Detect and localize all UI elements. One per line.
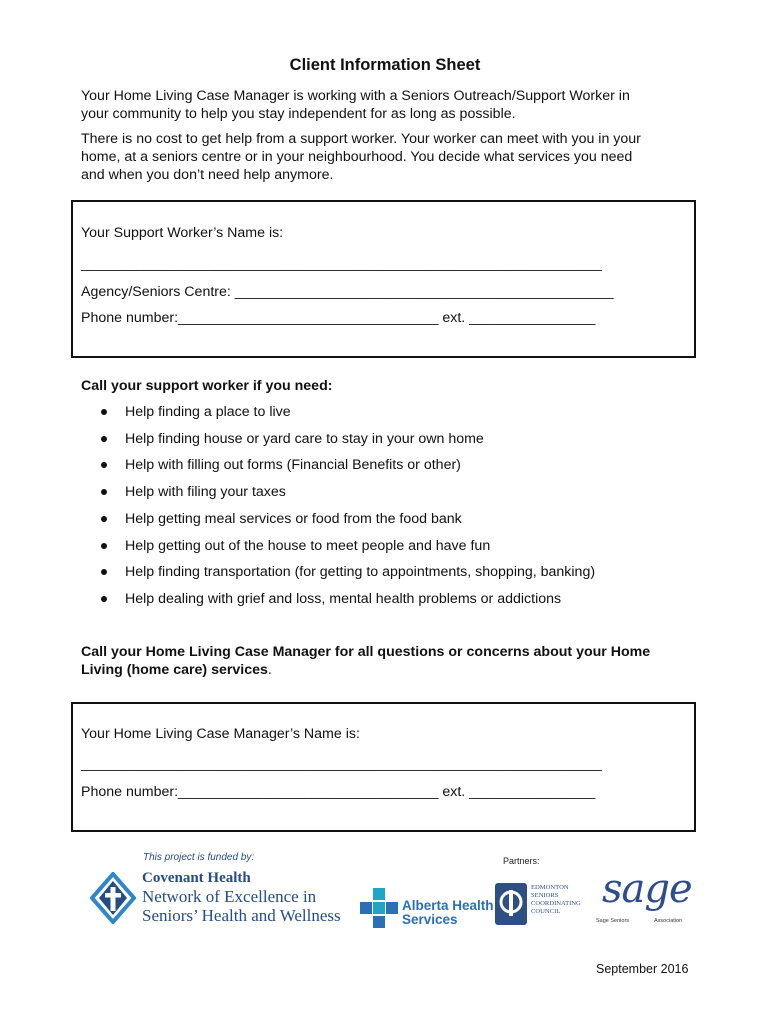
intro-line: Your Home Living Case Manager is working with a Seniors Outreach/Support Worker in <box>81 88 630 104</box>
call-support-heading: Call your support worker if you need: <box>81 378 333 394</box>
escc-emblem-icon <box>494 882 528 926</box>
bullet-icon <box>101 436 107 442</box>
call-case-manager-text <box>81 643 701 679</box>
bullet-icon <box>101 489 107 495</box>
funded-by-label: This project is funded by: <box>143 852 255 863</box>
covenant-line-2: Network of Excellence in <box>142 887 317 906</box>
support-worker-box <box>71 200 696 358</box>
case-manager-name-label: Your Home Living Case Manager’s Name is: <box>81 726 360 742</box>
covenant-name: Covenant Health <box>142 870 251 886</box>
call-cm-line-2: Living (home care) services <box>81 662 268 678</box>
support-phone-field[interactable]: Phone number:_________________________________ ext. ________________ <box>81 310 596 326</box>
need-text: Help getting out of the house to meet people and have fun <box>125 538 491 554</box>
ahs-line-2: Services <box>402 912 458 927</box>
call-cm-line-2-wrap <box>81 661 701 679</box>
need-text: Help finding house or yard care to stay in your own home <box>125 431 484 447</box>
escc-line-3: COORDINATING <box>531 900 581 907</box>
bullet-icon <box>101 596 107 602</box>
intro-paragraph-2 <box>81 130 701 184</box>
escc-line-2: SENIORS <box>531 892 559 899</box>
agency-field[interactable]: Agency/Seniors Centre: ________________________________________________ <box>81 284 614 300</box>
sage-wordmark: sage <box>602 866 692 912</box>
intro-paragraph-1 <box>81 87 701 123</box>
ahs-cross-icon <box>360 888 398 928</box>
sage-left-text: Sage Seniors <box>596 918 630 924</box>
escc-line-4: COUNCIL <box>531 908 561 915</box>
ahs-text <box>402 899 494 927</box>
document-date: September 2016 <box>596 962 689 976</box>
intro-line: and when you don’t need help anymore. <box>81 167 334 183</box>
page-title: Client Information Sheet <box>289 56 481 74</box>
partners-label: Partners: <box>503 856 540 866</box>
sage-right-text: Association <box>654 918 683 924</box>
sage-logo <box>596 866 692 926</box>
bullet-icon <box>101 462 107 468</box>
intro-line: your community to help you stay independent for as long as possible. <box>81 106 516 122</box>
covenant-cross-icon <box>90 872 136 924</box>
case-manager-name-field[interactable]: __________________________________________________________________ <box>81 756 602 772</box>
support-worker-name-label: Your Support Worker’s Name is: <box>81 225 284 241</box>
call-cm-period: . <box>267 662 272 678</box>
need-text: Help with filing your taxes <box>125 484 286 500</box>
bullet-icon <box>101 569 107 575</box>
bullet-icon <box>101 409 107 415</box>
bullet-icon <box>101 516 107 522</box>
call-cm-line-1: Call your Home Living Case Manager for all questions or concerns about your Home <box>81 644 651 660</box>
need-text: Help getting meal services or food from the food bank <box>125 511 462 527</box>
ahs-line-1: Alberta Health <box>402 898 494 913</box>
escc-text <box>531 884 581 916</box>
covenant-text <box>142 870 341 925</box>
case-manager-box <box>71 702 696 832</box>
need-text: Help with filling out forms (Financial Benefits or other) <box>125 457 461 473</box>
bullet-icon <box>101 543 107 549</box>
covenant-line-3: Seniors’ Health and Wellness <box>142 906 341 925</box>
need-text: Help dealing with grief and loss, mental health problems or addictions <box>125 591 562 607</box>
intro-line: home, at a seniors centre or in your neighbourhood. You decide what services you need <box>81 149 633 165</box>
need-text: Help finding a place to live <box>125 404 291 420</box>
case-manager-phone-field[interactable]: Phone number:_________________________________ ext. ________________ <box>81 784 596 800</box>
need-text: Help finding transportation (for getting to appointments, shopping, banking) <box>125 564 596 580</box>
support-worker-name-field[interactable]: __________________________________________________________________ <box>81 256 602 272</box>
intro-line: There is no cost to get help from a support worker. Your worker can meet with you in your <box>81 131 641 147</box>
escc-line-1: EDMONTON <box>531 884 569 891</box>
